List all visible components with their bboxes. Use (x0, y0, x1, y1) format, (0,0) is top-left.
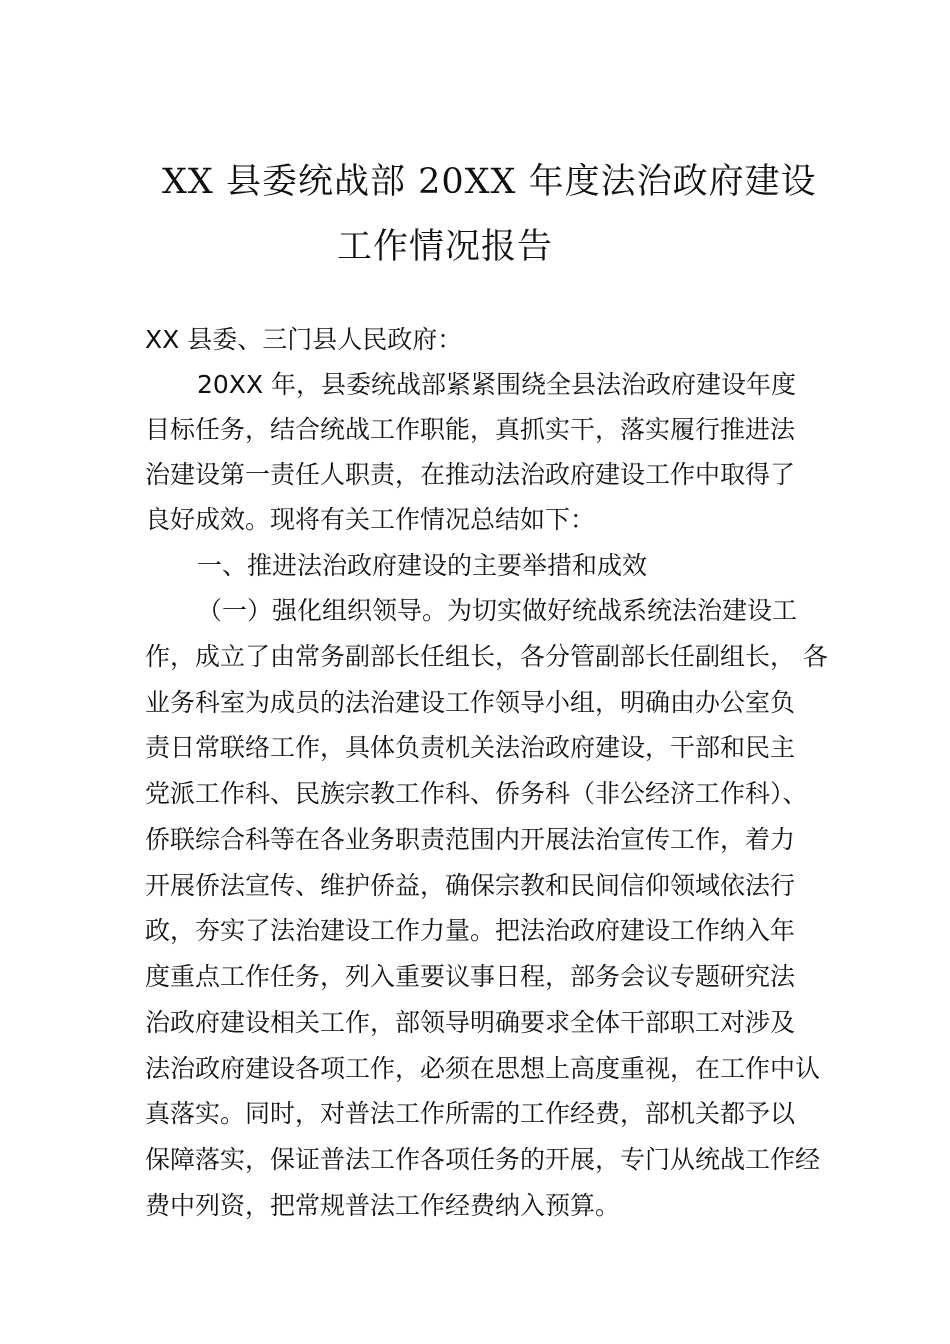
paragraph-1-line: 20XX 年，县委统战部紧紧围绕全县法治政府建设年度 (197, 370, 797, 399)
paragraph-2-line: 治政府建设相关工作，部领导明确要求全体干部职工对涉及 (145, 1008, 796, 1037)
section-heading-1: 一、推进法治政府建设的主要举措和成效 (197, 551, 648, 580)
paragraph-1-line: 良好成效。现将有关工作情况总结如下： (145, 505, 596, 534)
paragraph-1-line: 目标任务，结合统战工作职能，真抓实干，落实履行推进法 (145, 415, 796, 444)
paragraph-2-line: 责日常联络工作，具体负责机关法治政府建设，干部和民主 (145, 733, 796, 762)
paragraph-1-line: 治建设第一责任人职责，在推动法治政府建设工作中取得了 (145, 460, 796, 489)
paragraph-2-line: （一）强化组织领导。为切实做好统战系统法治建设工 (197, 596, 798, 625)
paragraph-2-line: 开展侨法宣传、维护侨益，确保宗教和民间信仰领域依法行 (145, 871, 796, 900)
paragraph-2-line: 度重点工作任务，列入重要议事日程，部务会议专题研究法 (145, 962, 796, 991)
paragraph-2-line: 党派工作科、民族宗教工作科、侨务科（非公经济工作科）、 (145, 779, 808, 808)
paragraph-2-line: 政，夯实了法治建设工作力量。把法治政府建设工作纳入年 (145, 916, 796, 945)
paragraph-2-line: 作，成立了由常务副部长任组长，各分管副部长任副组长， 各 (145, 642, 828, 671)
paragraph-2-line: 法治政府建设各项工作，必须在思想上高度重视，在工作中认 (145, 1054, 821, 1083)
document-title-line-1: XX 县委统战部 20XX 年度法治政府建设 (162, 162, 817, 202)
paragraph-2-line: 费中列资，把常规普法工作经费纳入预算。 (145, 1191, 621, 1220)
paragraph-2-line: 真落实。同时，对普法工作所需的工作经费，部机关都予以 (145, 1099, 796, 1128)
salutation: XX 县委、三门县人民政府： (145, 325, 463, 354)
paragraph-2-line: 侨联综合科等在各业务职责范围内开展法治宣传工作，着力 (145, 825, 796, 854)
paragraph-2-line: 业务科室为成员的法治建设工作领导小组，明确由办公室负 (145, 688, 796, 717)
document-title-line-2: 工作情况报告 (337, 227, 554, 267)
paragraph-2-line: 保障落实，保证普法工作各项任务的开展，专门从统战工作经 (145, 1145, 821, 1174)
